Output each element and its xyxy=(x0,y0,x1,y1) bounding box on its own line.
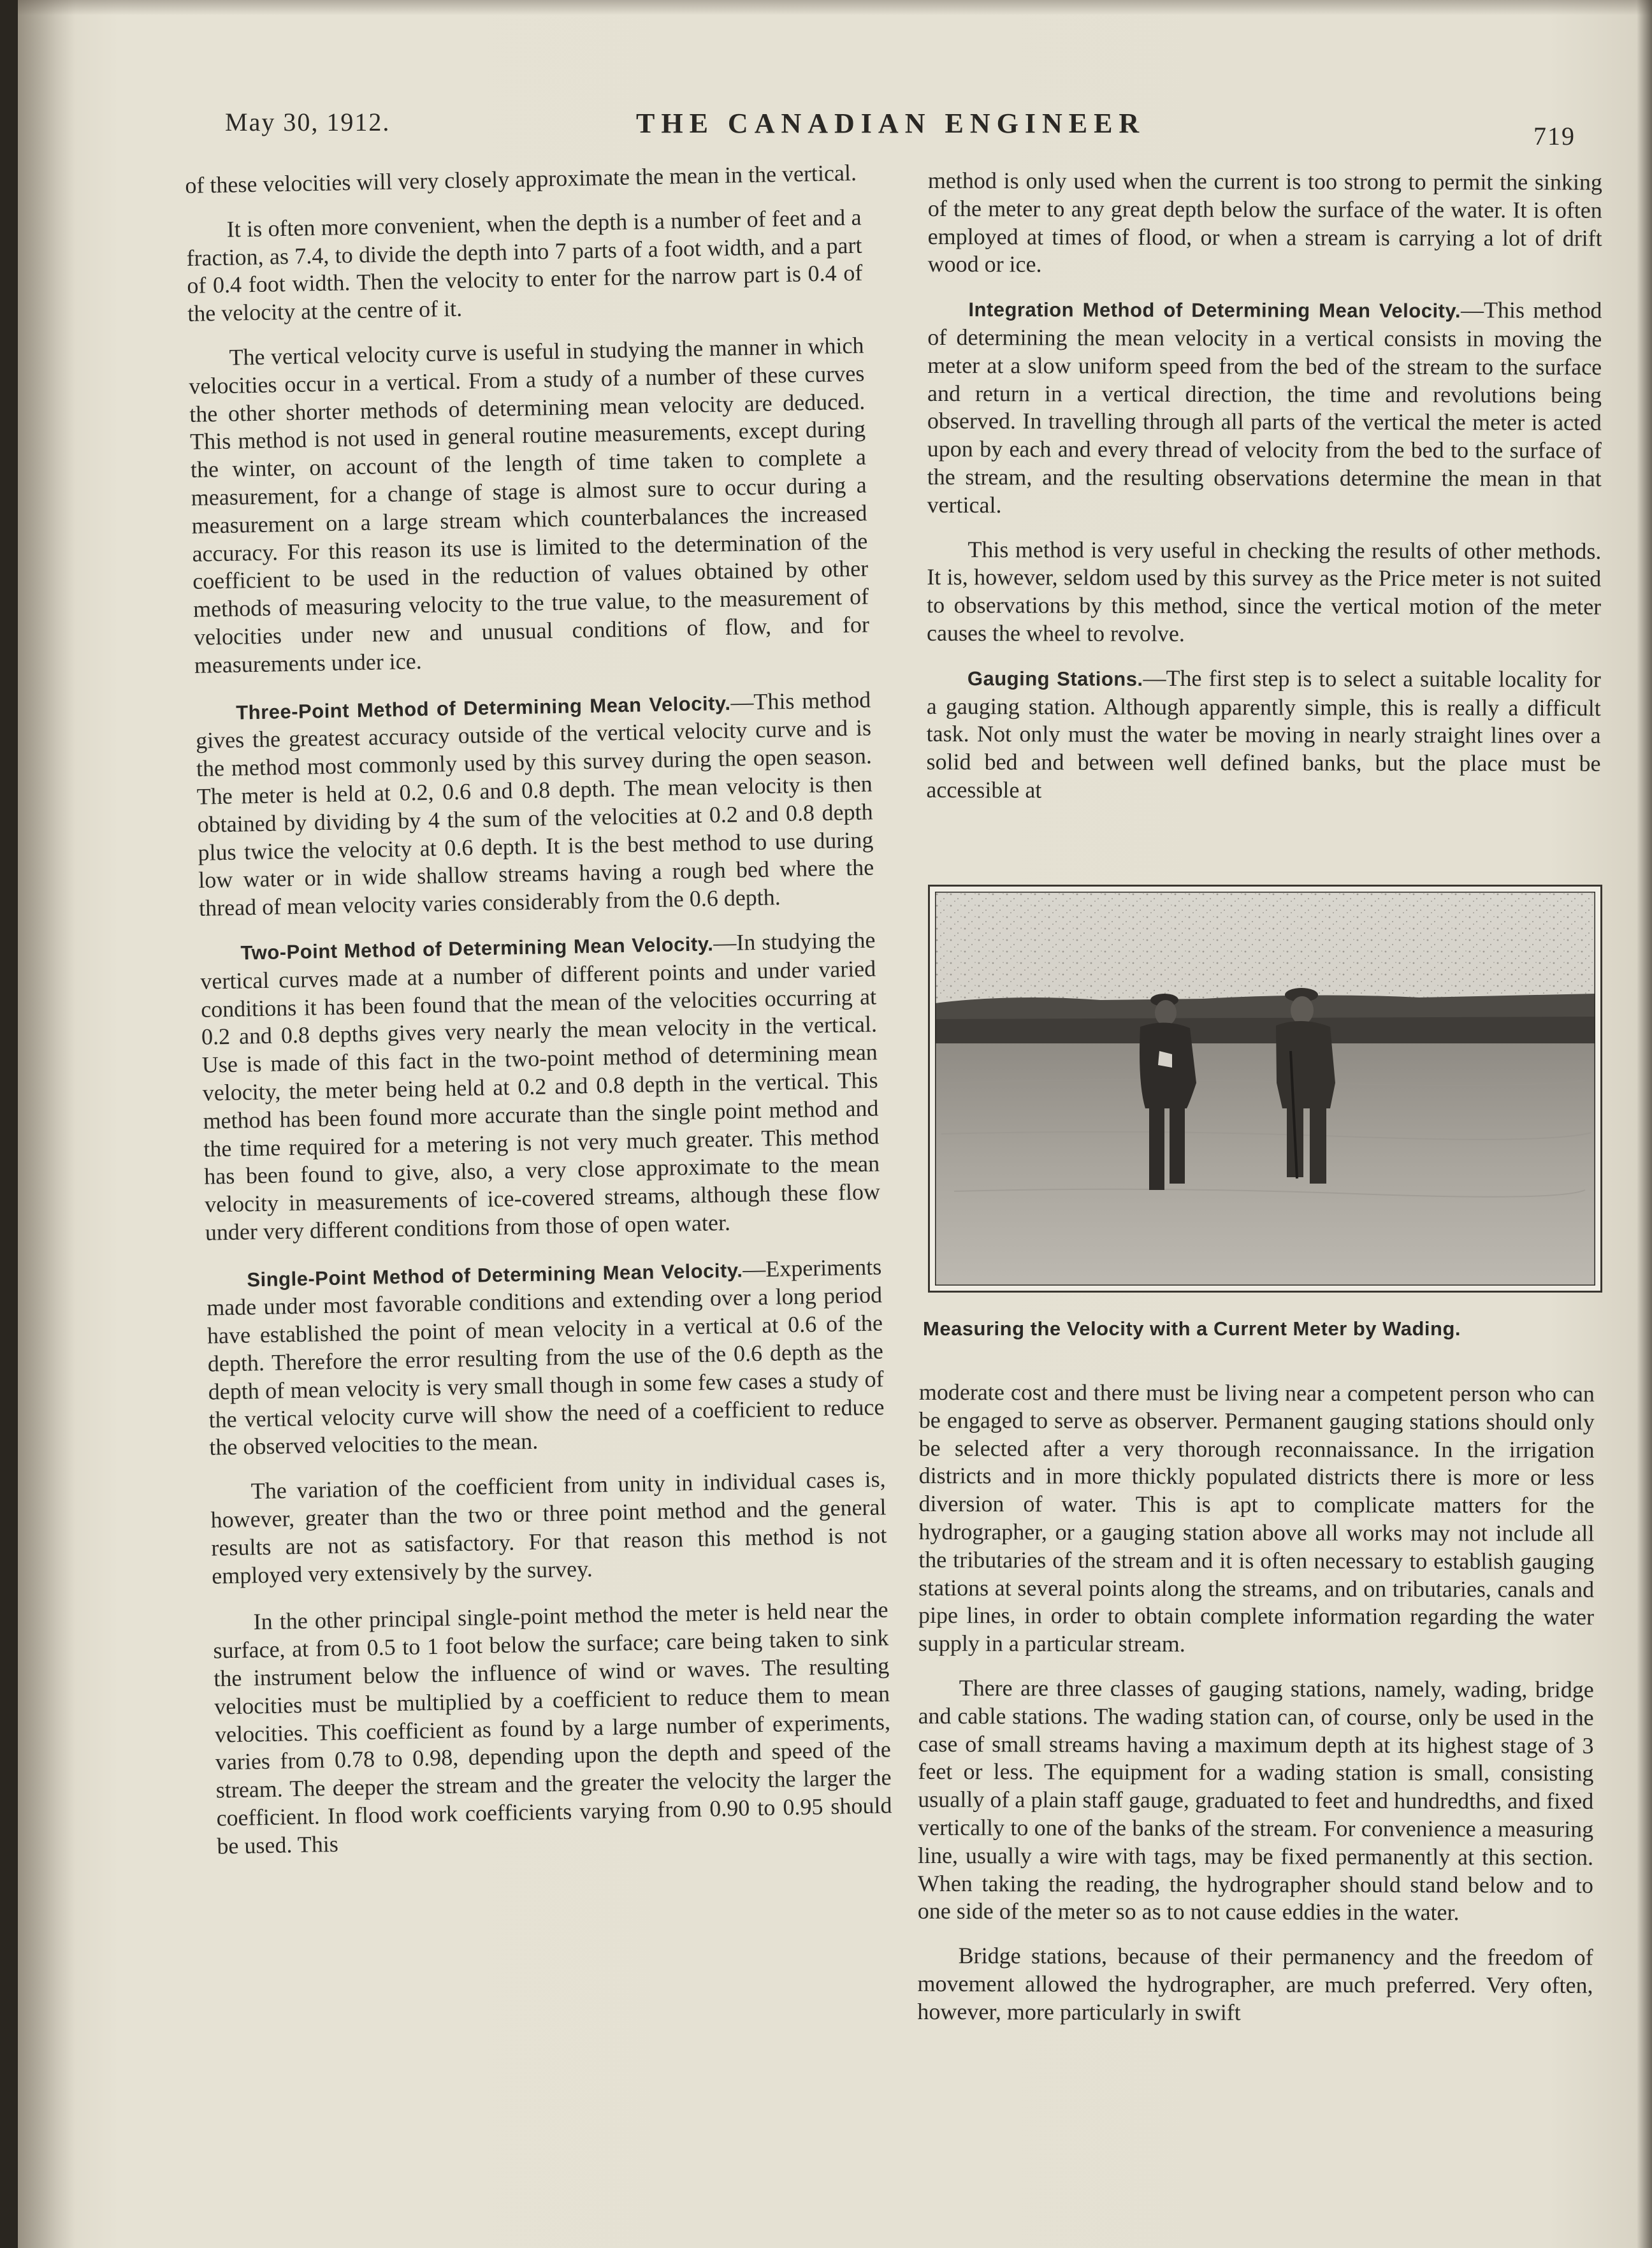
right-column-top xyxy=(926,167,1602,823)
paragraph: The variation of the coefficient from unity in individual cases is, however, greater than the two or three point method and the general results are not as satisfactory. For that reason this method is not employed very extensively by the survey. xyxy=(210,1466,887,1589)
subheading-two-point: Two-Point Method of Determining Mean Velocity. xyxy=(240,932,714,964)
paragraph: moderate cost and there must be living near a competent person who can be engaged to serve as observer. Permanent gauging stations should only be selected after a very thorough reconnaissance. In the irrigation districts and in more thickly populated districts there is more or less diversion of water. This is apt to complicate matters for the hydrographer, or a gauging station above all works may not include all the tributaries of the stream and it is often necessary to establish gauging stations at several points along the streams, and on tributaries, canals and pipe lines, in order to obtain complete information regarding the water supply in a particular stream. xyxy=(918,1379,1595,1657)
subheading-single-point: Single-Point Method of Determining Mean Velocity. xyxy=(247,1259,743,1291)
paragraph-three-point: —This method gives the greatest accuracy outside of the vertical velocity curve and is the method most commonly used by this survey during the open season. The meter is held at 0.2, 0.6 and 0.8 depth. The mean velocity is then obtained by dividing by 4 the sum of the velocities at 0.2 and 0.8 depth plus twice the velocity at 0.6 depth. It is the best method to use during low water or in wide shallow streams having a rough bed where the thread of mean velocity varies considerably from the 0.6 depth. xyxy=(195,686,874,921)
paragraph-gauging: —The first step is to select a suitable locality for a gauging station. Although apparently simple, this is really a difficult task. Not only must the water be moving in nearly straight lines over a solid bed and between well defined banks, but the place must be accessible at xyxy=(926,665,1601,803)
page-top-edge xyxy=(18,0,1652,15)
left-column xyxy=(185,159,893,1877)
photo-image xyxy=(935,892,1595,1286)
section-single-point xyxy=(206,1253,885,1462)
paragraph-single-point: —Experiments made under most favorable conditions and extending over a long period have established the point of mean velocity in a vertical at 0.6 of the depth. Therefore the error resulting from the use of the 0.6 depth as the depth of mean velocity is very small though in some few cases a study of the vertical velocity curve will show the need of a coefficient to reduce the observed velocities to the mean. xyxy=(206,1254,885,1461)
right-column-bottom xyxy=(917,1379,1595,2044)
subheading-three-point: Three-Point Method of Determining Mean Velocity. xyxy=(235,692,731,724)
subheading-gauging: Gauging Stations. xyxy=(967,667,1143,690)
page-number: 719 xyxy=(1533,122,1576,150)
subheading-integration: Integration Method of Determining Mean Velocity. xyxy=(968,298,1461,323)
header-date: May 30, 1912. xyxy=(225,108,391,136)
paragraph: In the other principal single-point method the meter is held near the surface, at from 0.5 to 1 foot below the surface; care being taken to sink the instrument below the influence of wind or waves. The resulting velocities must be multiplied by a coefficient to reduce them to mean velocities. This coefficient as found by a large number of experiments, varies from 0.78 to 0.98, depending upon the depth and speed of the stream. The deeper the stream and the greater the velocity the larger the coefficient. In flood work coefficients varying from 0.90 to 0.95 should be used. This xyxy=(213,1597,892,1859)
paragraph: The vertical velocity curve is useful in studying the manner in which velocities occur in a vertical. From a study of a number of these curves the other shorter methods of determining mean velocity are deduced. This method is not used in general routine measurements, except during the winter, on account of the length of time taken to complete a measurement, for a change of stage is almost sure to occur during a measurement on a large stream which counterbalances the increased accuracy. For this reason its use is limited to the determination of the coefficient to be used in the reduction of values obtained by other methods of measuring velocity to the true value, to the measurement of velocities under new and unusual conditions of flow, and for measurements under ice. xyxy=(189,332,870,678)
section-three-point xyxy=(195,686,875,923)
paragraph-integration: —This method of determining the mean velocity in a vertical consists in moving the meter at a slow uniform speed from the bed of the stream to the surface and return in a vertical direction, the time and revolutions being observed. In travelling through all parts of the vertical the meter is acted upon by each and every thread of velocity from the bed to the surface of the stream, and the resulting observations determine the mean in that vertical. xyxy=(927,297,1602,518)
header-title: THE CANADIAN ENGINEER xyxy=(636,108,1146,139)
photo-caption: Measuring the Velocity with a Current Meter by Wading. xyxy=(923,1317,1461,1340)
paragraph: This method is very useful in checking the results of other methods. It is, however, seldom used by this survey as the Price meter is not suited to observations by this method, since the vertical motion of the meter causes the wheel to revolve. xyxy=(927,536,1602,647)
paragraph: It is often more convenient, when the depth is a number of feet and a fraction, as 7.4, to divide the depth into 7 parts of a foot width, and a part of 0.4 foot width. Then the velocity to enter for the narrow part is 0.4 of the velocity at the centre of it. xyxy=(186,204,863,327)
paragraph: method is only used when the current is too strong to permit the sinking of the meter to any great depth below the surface of the water. It is often employed at times of flood, or when a stream is carrying a lot of drift wood or ice. xyxy=(927,168,1602,277)
gutter-shadow xyxy=(18,0,75,2248)
paragraph: There are three classes of gauging stations, namely, wading, bridge and cable stations. The wading station can, of course, only be used in the case of small streams having a maximum depth at its highest stage of 3 feet or less. The equipment for a wading station is small, consisting usually of a plain staff gauge, graduated to feet and hundredths, and fixed vertically to one of the banks of the stream. For convenience a measuring line, usually a wire with tags, may be fixed permanently at this section. When taking the reading, the hydrographer should stand below and to one side of the meter so as to not cause eddies in the water. xyxy=(917,1675,1594,1925)
paragraph-two-point: —In studying the vertical curves made at a number of different points and under varied conditions it has been found that the mean of the velocities occurring at 0.2 and 0.8 depths gives very nearly the mean velocity in the vertical. Use is made of this fact in the two-point method of determining mean velocity, the meter being held at 0.2 and 0.8 depth in the vertical. This method has been found more accurate than the single point method and the time required for a metering is not very much greater. This method has been found to give, also, a very close approximate to the mean velocity in measurements of ice-covered streams, although these flow under very different conditions from those of open water. xyxy=(199,927,881,1245)
section-gauging xyxy=(926,664,1601,806)
paragraph: of these velocities will very closely approximate the mean in the vertical. xyxy=(185,159,857,198)
section-integration xyxy=(927,295,1602,521)
photo-wading xyxy=(928,885,1602,1293)
paragraph: Bridge stations, because of their permanency and the freedom of movement allowed the hydrographer, are much preferred. Very often, however, more particularly in swift xyxy=(917,1943,1593,2026)
magazine-page xyxy=(18,0,1652,2248)
section-two-point xyxy=(199,926,881,1247)
